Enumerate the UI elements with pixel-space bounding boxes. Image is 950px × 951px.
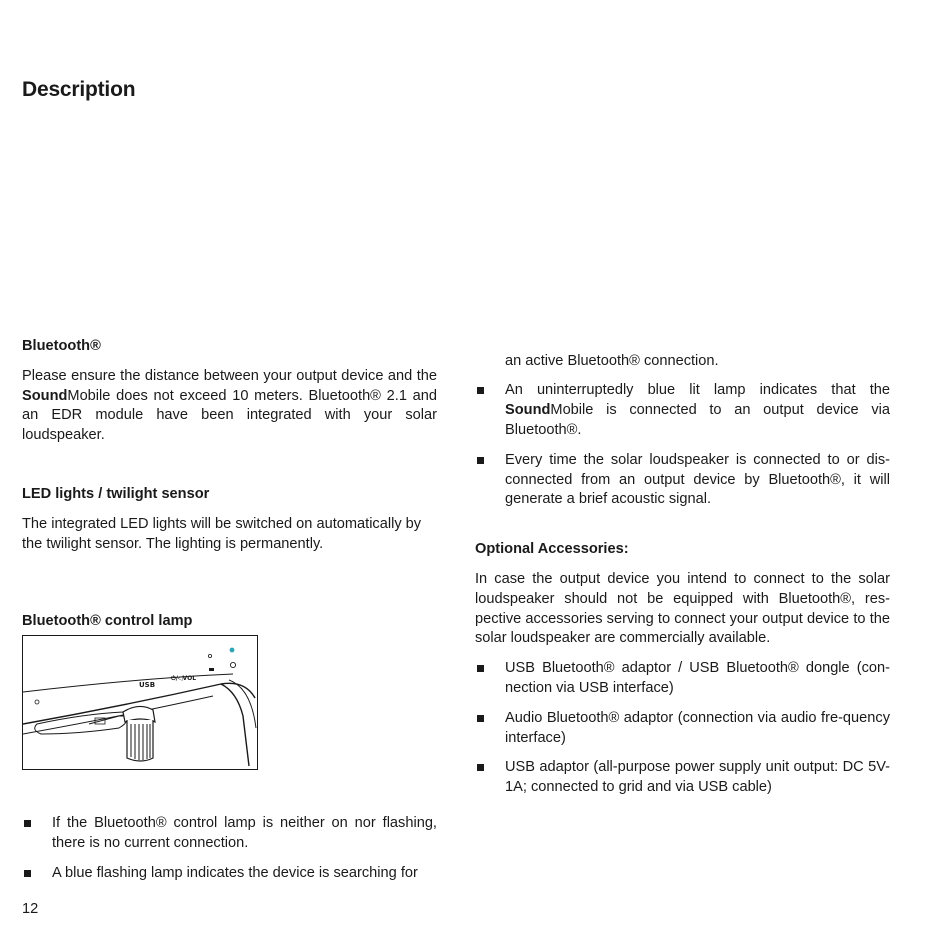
bullet-continuation: an active Bluetooth® connection. [505,352,719,369]
control-lamp-heading: Bluetooth® control lamp [22,613,193,630]
list-item: An uninterruptedly blue lit lamp indicates that the SoundMobile is connected to an output device via Bluetooth®. [475,381,890,440]
page-number: 12 [22,901,39,917]
bluetooth-paragraph [22,367,437,446]
lamp-bullet-list [22,814,437,883]
bluetooth-heading: Bluetooth® [22,338,101,354]
volume-label: ⏻/◁VOL [171,675,197,683]
bluetooth-button-icon [230,663,235,668]
brand-sound-bold: Sound [505,402,551,419]
button-icon [209,668,214,671]
led-paragraph: The integrated LED lights will be switched on automatically by the twilight sensor. The lighting is permanently. [22,515,422,552]
list-item: USB adaptor (all-purpose power supply unit output: DC 5V-1A; connected to grid and via USB cable) [475,758,890,798]
bullet-square-icon [477,457,484,464]
bluetooth-paragraph-start: Please ensure the distance between your output device and the [22,367,437,384]
brand-sound-bold: Sound [22,387,68,404]
list-item: If the Bluetooth® control lamp is neither on nor flashing, there is no current connection. [22,814,437,854]
right-column [475,337,890,808]
bullet-square-icon [477,715,484,722]
control-lamp-figure [22,635,258,770]
accessories-heading: Optional Accessories: [475,541,629,558]
speaker-illustration [23,636,257,769]
bullet-square-icon [477,764,484,771]
control-lamp-led-icon [230,648,235,653]
list-item: Audio Bluetooth® adaptor (connection via audio fre-quency interface) [475,709,890,749]
bullet-square-icon [24,870,31,877]
bluetooth-paragraph-end: Mobile does not exceed 10 meters. Bluetooth® 2.1 and an EDR module have been integrated with your solar loudspeaker. [22,387,437,444]
page-title: Description [22,78,136,101]
accessories-list [475,659,890,798]
bullet-square-icon [477,387,484,394]
led-heading: LED lights / twilight sensor [22,485,210,502]
status-bullet-list [475,381,890,510]
bullet-square-icon [24,820,31,827]
accessories-paragraph: In case the output device you intend to connect to the solar loudspeaker should not be equipped with Bluetooth®, res-pective accessories serving to connect your output device to the solar loudspeaker are commercially available. [475,570,890,647]
usb-label: USB [139,681,156,690]
list-item: A blue flashing lamp indicates the device is searching for [22,864,437,884]
bullet-square-icon [477,665,484,672]
left-column [22,337,437,894]
list-item: USB Bluetooth® adaptor / USB Bluetooth® dongle (con-nection via USB interface) [475,659,890,699]
list-item: Every time the solar loudspeaker is connected to or dis-connected from an output device by Bluetooth®, it will generate a brief acoustic signal. [475,451,890,510]
